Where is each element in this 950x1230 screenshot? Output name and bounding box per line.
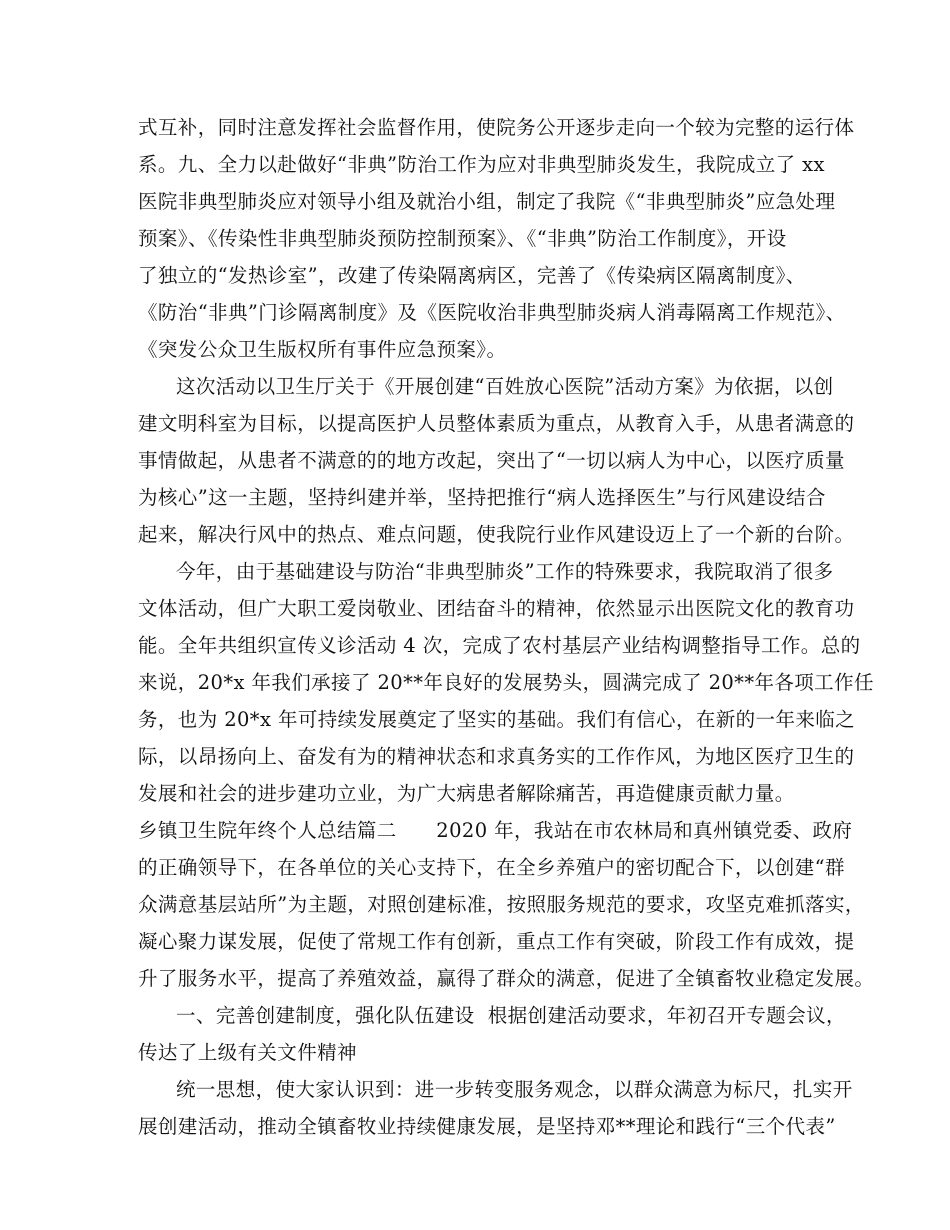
text-line: 了独立的“发热诊室”，改建了传染隔离病区，完善了《传染病区隔离制度》、: [138, 264, 806, 287]
text-line: 展创建活动，推动全镇畜牧业持续健康发展，是坚持邓**理论和践行“三个代表”: [138, 1115, 836, 1138]
text-line: 系。九、全力以赴做好“非典”防治工作为应对非典型肺炎发生，我院成立了 xx: [138, 153, 825, 176]
paragraph-first-line: 今年，由于基础建设与防治“非典型肺炎”工作的特殊要求，我院取消了很多: [176, 560, 834, 583]
section-title-line: 乡镇卫生院年终个人总结篇二 2020 年，我站在市农林局和真州镇党委、政府: [138, 819, 853, 842]
text-line: 式互补，同时注意发挥社会监督作用，使院务公开逐步走向一个较为完整的运行体: [138, 116, 855, 139]
text-line: 预案》、《传染性非典型肺炎预防控制预案》、《“非典”防治工作制度》，开设: [138, 227, 787, 250]
text-line: 升了服务水平，提高了养殖效益，赢得了群众的满意，促进了全镇畜牧业稳定发展。: [138, 967, 875, 990]
text-line: 的正确领导下，在各单位的关心支持下，在全乡养殖户的密切配合下，以创建“群: [138, 856, 845, 879]
text-line: 来说，20*x 年我们承接了 20**年良好的发展势头，圆满完成了 20**年各项工作任: [138, 671, 874, 694]
text-line: 《防治“非典”门诊隔离制度》及《医院收治非典型肺炎病人消毒隔离工作规范》、: [138, 301, 846, 324]
text-line: 际，以昂扬向上、奋发有为的精神状态和求真务实的工作作风，为地区医疗卫生的: [138, 745, 855, 768]
text-line: 文体活动，但广大职工爱岗敬业、团结奋斗的精神，依然显示出医院文化的教育功: [138, 597, 855, 620]
text-line: 为核心”这一主题，坚持纠建并举，坚持把推行“病人选择医生”与行风建设结合: [138, 486, 826, 509]
paragraph-first-line: 统一思想，使大家认识到：进一步转变服务观念，以群众满意为标尺，扎实开: [176, 1078, 853, 1101]
text-line: 能。全年共组织宣传义诊活动 4 次，完成了农村基层产业结构调整指导工作。总的: [138, 634, 861, 657]
text-line: 《突发公众卫生版权所有事件应急预案》。: [138, 338, 507, 361]
paragraph-first-line: 一、完善创建制度，强化队伍建设 根据创建活动要求，年初召开专题会议，: [176, 1004, 846, 1027]
text-line: 凝心聚力谋发展，促使了常规工作有创新，重点工作有突破，阶段工作有成效，提: [138, 930, 855, 953]
text-line: 务，也为 20*x 年可持续发展奠定了坚实的基础。我们有信心，在新的一年来临之: [138, 708, 856, 731]
text-line: 建文明科室为目标，以提高医护人员整体素质为重点，从教育入手，从患者满意的: [138, 412, 855, 435]
text-line: 传达了上级有关文件精神: [138, 1041, 357, 1064]
text-line: 众满意基层站所”为主题，对照创建标准，按照服务规范的要求，攻坚克难抓落实，: [138, 893, 865, 916]
text-line: 发展和社会的进步建功立业，为广大病患者解除痛苦，再造健康贡献力量。: [138, 782, 795, 805]
text-line: 医院非典型肺炎应对领导小组及就治小组，制定了我院《“非典型肺炎”应急处理: [138, 190, 836, 213]
text-line: 事情做起，从患者不满意的的地方改起，突出了“一切以病人为中心，以医疗质量: [138, 449, 845, 472]
paragraph-first-line: 这次活动以卫生厅关于《开展创建“百姓放心医院”活动方案》为依据，以创: [176, 375, 834, 398]
text-line: 起来，解决行风中的热点、难点问题，使我院行业作风建设迈上了一个新的台阶。: [138, 523, 855, 546]
